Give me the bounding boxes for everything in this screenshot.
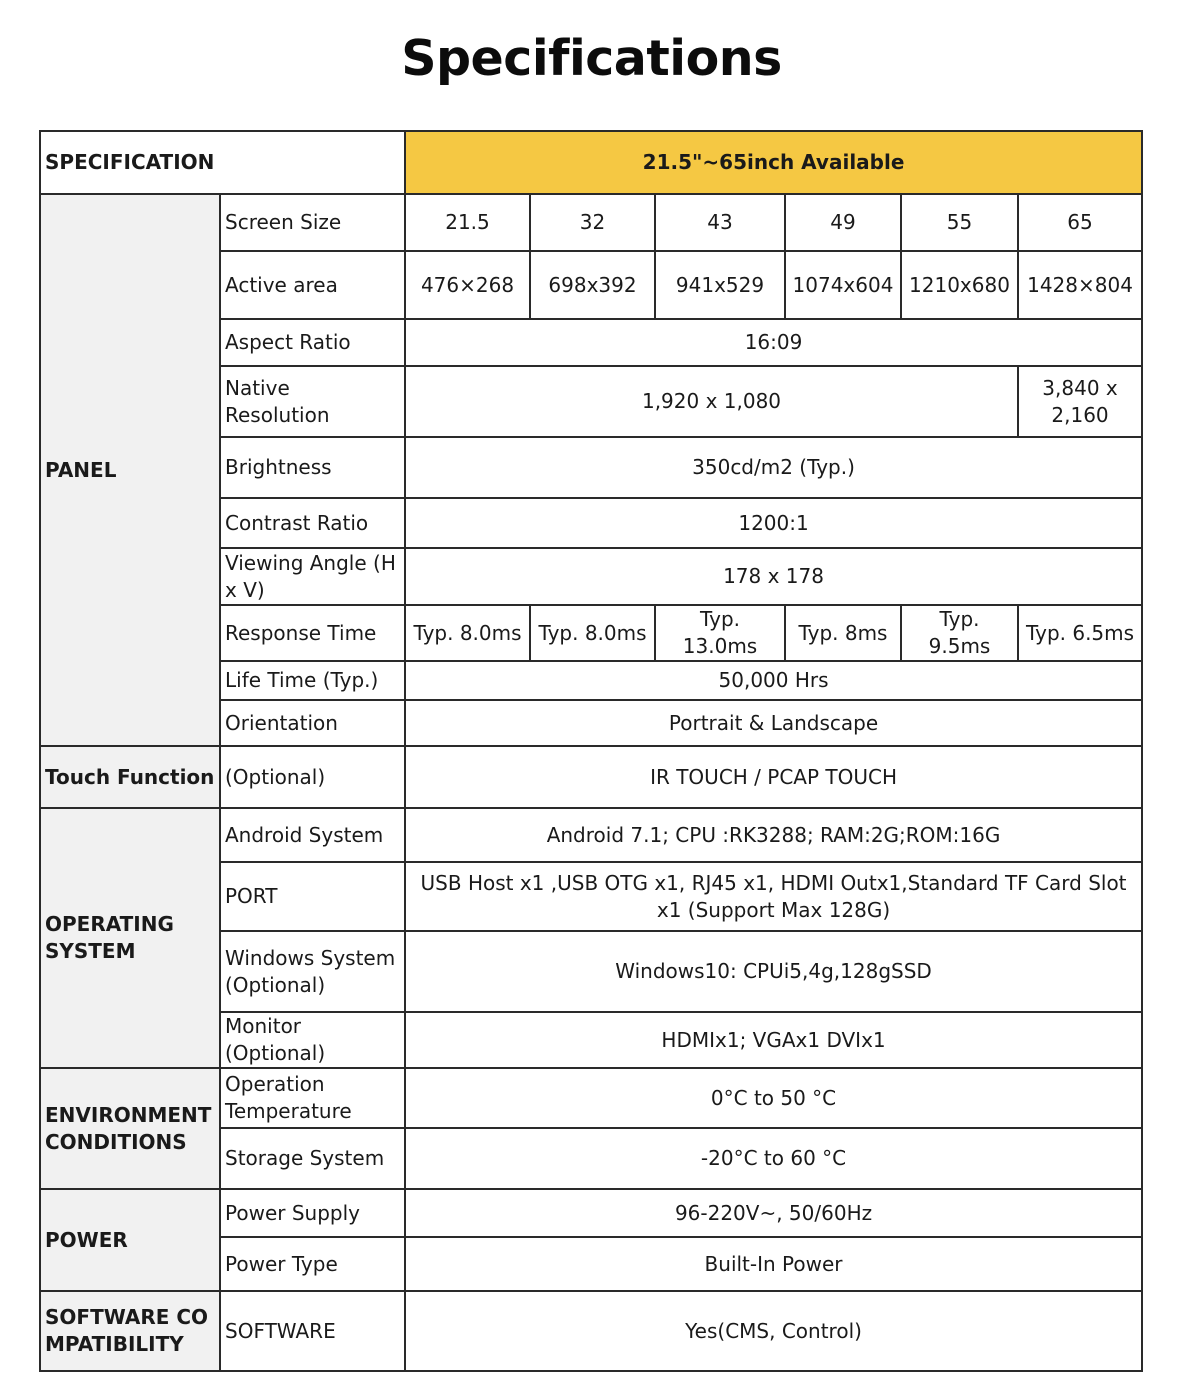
header-availability: 21.5"~65inch Available: [405, 131, 1142, 194]
cell-value: Built-In Power: [405, 1237, 1142, 1291]
category-environment: ENVIRONMENT CONDITIONS: [40, 1068, 220, 1189]
row-label: Power Supply: [220, 1189, 405, 1237]
cell-value: 178 x 178: [405, 548, 1142, 605]
row-label: Contrast Ratio: [220, 498, 405, 548]
table-row: [40, 808, 1142, 862]
row-label: Screen Size: [220, 194, 405, 251]
cell-value: Windows10: CPUi5,4g,128gSSD: [405, 931, 1142, 1012]
cell-value: Typ. 8.0ms: [530, 605, 655, 661]
cell-value: 16:09: [405, 319, 1142, 366]
row-label: SOFTWARE: [220, 1291, 405, 1371]
table-row: [40, 1189, 1142, 1237]
row-label: Operation Temperature: [220, 1068, 405, 1128]
specifications-table: [39, 130, 1143, 1372]
row-label: Aspect Ratio: [220, 319, 405, 366]
cell-value: 941x529: [655, 251, 785, 319]
cell-value: 96-220V~, 50/60Hz: [405, 1189, 1142, 1237]
cell-value: Yes(CMS, Control): [405, 1291, 1142, 1371]
cell-value: 350cd/m2 (Typ.): [405, 437, 1142, 498]
row-label: Power Type: [220, 1237, 405, 1291]
cell-value: Portrait & Landscape: [405, 700, 1142, 746]
cell-value: -20°C to 60 °C: [405, 1128, 1142, 1189]
cell-value: 49: [785, 194, 901, 251]
cell-value: 21.5: [405, 194, 530, 251]
cell-value: 55: [901, 194, 1018, 251]
table-row: [40, 194, 1142, 251]
cell-value: USB Host x1 ,USB OTG x1, RJ45 x1, HDMI Outx1,Standard TF Card Slot x1 (Support Max 128G): [405, 862, 1142, 931]
cell-value: 3,840 x 2,160: [1018, 366, 1142, 437]
cell-value: 1200:1: [405, 498, 1142, 548]
row-label: Android System: [220, 808, 405, 862]
table-row: [40, 1291, 1142, 1371]
header-row: [40, 131, 1142, 194]
cell-value: Typ. 9.5ms: [901, 605, 1018, 661]
category-operating-system: OPERATING SYSTEM: [40, 808, 220, 1068]
cell-value: Typ. 8ms: [785, 605, 901, 661]
cell-value: Typ. 6.5ms: [1018, 605, 1142, 661]
cell-value: 1,920 x 1,080: [405, 366, 1018, 437]
cell-value: 43: [655, 194, 785, 251]
cell-value: 0°C to 50 °C: [405, 1068, 1142, 1128]
cell-value: 1210x680: [901, 251, 1018, 319]
cell-value: 1074x604: [785, 251, 901, 319]
category-software: SOFTWARE COMPATIBILITY: [40, 1291, 220, 1371]
row-label: Native Resolution: [220, 366, 405, 437]
row-label: Orientation: [220, 700, 405, 746]
row-label: PORT: [220, 862, 405, 931]
row-label: Viewing Angle (H x V): [220, 548, 405, 605]
row-label: Brightness: [220, 437, 405, 498]
table-row: [40, 1068, 1142, 1128]
cell-value: 32: [530, 194, 655, 251]
row-label: Response Time: [220, 605, 405, 661]
page-title: Specifications: [401, 30, 782, 87]
cell-value: IR TOUCH / PCAP TOUCH: [405, 746, 1142, 808]
row-label: Active area: [220, 251, 405, 319]
category-power: POWER: [40, 1189, 220, 1291]
cell-value: Typ. 13.0ms: [655, 605, 785, 661]
table-row: [40, 746, 1142, 808]
cell-value: 50,000 Hrs: [405, 661, 1142, 700]
cell-value: 698x392: [530, 251, 655, 319]
row-label: Monitor (Optional): [220, 1012, 405, 1068]
cell-value: 476×268: [405, 251, 530, 319]
cell-value: 65: [1018, 194, 1142, 251]
row-label: Windows System (Optional): [220, 931, 405, 1012]
row-label: Life Time (Typ.): [220, 661, 405, 700]
cell-value: Typ. 8.0ms: [405, 605, 530, 661]
cell-value: 1428×804: [1018, 251, 1142, 319]
category-panel: PANEL: [40, 194, 220, 746]
header-specification: SPECIFICATION: [40, 131, 405, 194]
cell-value: Android 7.1; CPU :RK3288; RAM:2G;ROM:16G: [405, 808, 1142, 862]
row-label: Storage System: [220, 1128, 405, 1189]
row-label: (Optional): [220, 746, 405, 808]
cell-value: HDMIx1; VGAx1 DVIx1: [405, 1012, 1142, 1068]
category-touch: Touch Function: [40, 746, 220, 808]
